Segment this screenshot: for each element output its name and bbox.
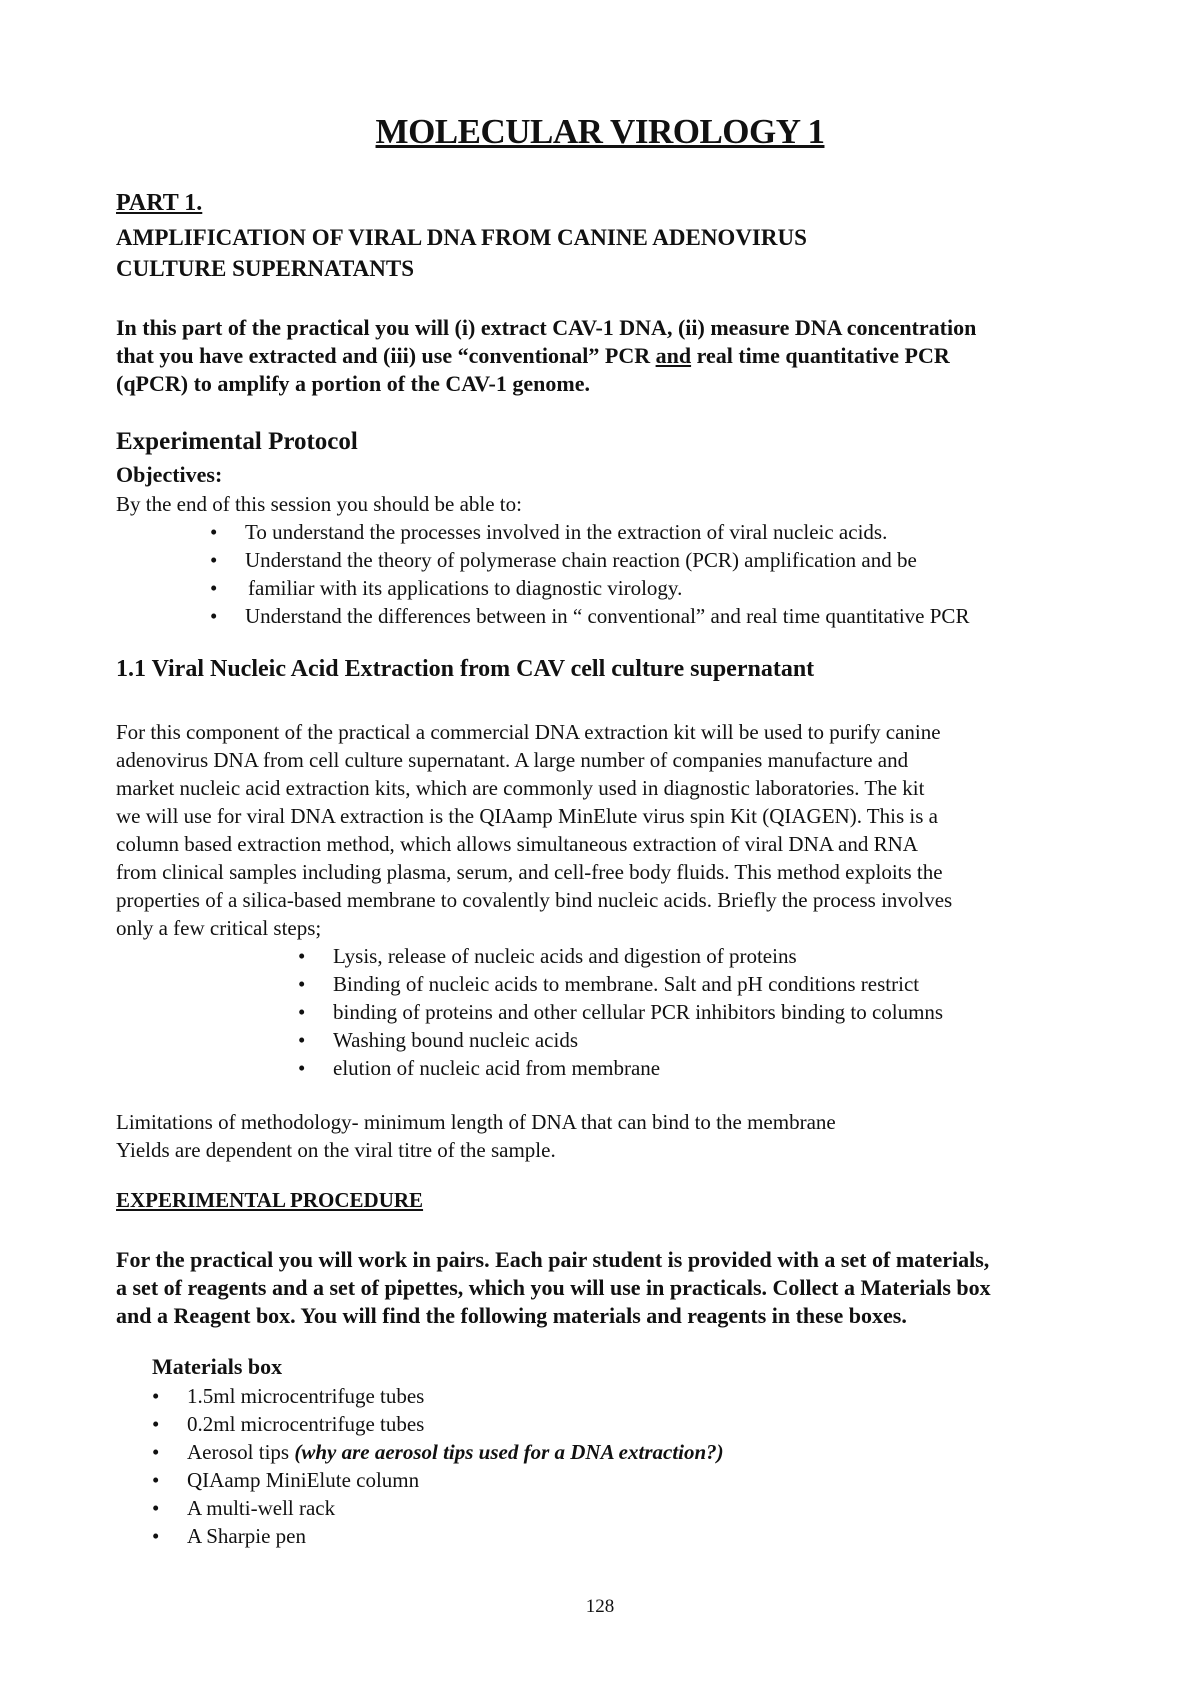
- list-item: • A Sharpie pen: [152, 1522, 724, 1550]
- document-title: MOLECULAR VIROLOGY 1: [375, 112, 825, 151]
- limitations-line: Yields are dependent on the viral titre of the sample.: [116, 1138, 556, 1162]
- pairs-paragraph: [116, 1246, 991, 1330]
- intro-line: (qPCR) to amplify a portion of the CAV-1 genome.: [116, 371, 590, 396]
- paragraph-line: properties of a silica-based membrane to covalently bind nucleic acids. Briefly the process involves: [116, 888, 953, 912]
- list-item: • A multi-well rack: [152, 1494, 724, 1522]
- paragraph-line: and a Reagent box. You will find the following materials and reagents in these boxes.: [116, 1303, 907, 1328]
- section-heading: 1.1 Viral Nucleic Acid Extraction from CAV cell culture supernatant: [116, 656, 815, 682]
- limitations-line: Limitations of methodology- minimum length of DNA that can bind to the membrane: [116, 1110, 836, 1134]
- paragraph-line: column based extraction method, which allows simultaneous extraction of viral DNA and RNA: [116, 832, 918, 856]
- paragraph-line: only a few critical steps;: [116, 916, 322, 940]
- list-item-text: familiar with its applications to diagnostic virology.: [248, 576, 683, 600]
- intro-text: that you have extracted and (iii) use “conventional” PCR: [116, 343, 656, 368]
- list-item-text: binding of proteins and other cellular PCR inhibitors binding to columns: [333, 1000, 944, 1024]
- part-label: PART 1.: [116, 190, 203, 216]
- paragraph-line: For the practical you will work in pairs. Each pair student is provided with a set of materials,: [116, 1247, 990, 1272]
- list-item: [152, 1438, 724, 1466]
- intro-line: [116, 342, 976, 370]
- list-item-continuation: [298, 998, 943, 1026]
- list-item: • Understand the theory of polymerase chain reaction (PCR) amplification and be: [210, 546, 969, 574]
- materials-box-title: Materials box: [152, 1354, 283, 1379]
- page-number: 128: [585, 1596, 615, 1617]
- intro-line: In this part of the practical you will (i) extract CAV-1 DNA, (ii) measure DNA concentration: [116, 315, 977, 340]
- list-item: • Binding of nucleic acids to membrane. Salt and pH conditions restrict: [298, 970, 943, 998]
- list-item: • 1.5ml microcentrifuge tubes: [152, 1382, 724, 1410]
- paragraph-line: For this component of the practical a commercial DNA extraction kit will be used to purify canine: [116, 720, 941, 744]
- intro-underlined-word: and: [655, 343, 692, 368]
- list-item: • Washing bound nucleic acids: [298, 1026, 943, 1054]
- materials-list: [152, 1382, 724, 1550]
- objectives-list: [210, 518, 969, 630]
- list-item: • QIAamp MiniElute column: [152, 1466, 724, 1494]
- protocol-title: Experimental Protocol: [116, 428, 358, 455]
- list-item-text: Aerosol tips: [187, 1440, 295, 1464]
- paragraph-line: we will use for viral DNA extraction is the QIAamp MinElute virus spin Kit (QIAGEN). This is a: [116, 804, 938, 828]
- list-item: • 0.2ml microcentrifuge tubes: [152, 1410, 724, 1438]
- aerosol-question: (why are aerosol tips used for a DNA extraction?): [294, 1440, 724, 1464]
- paragraph-line: market nucleic acid extraction kits, which are commonly used in diagnostic laboratories. The kit: [116, 776, 925, 800]
- objectives-title: Objectives:: [116, 462, 223, 487]
- intro-text: real time quantitative PCR: [691, 343, 950, 368]
- list-item: • elution of nucleic acid from membrane: [298, 1054, 943, 1082]
- limitations: [116, 1108, 836, 1164]
- section-paragraph: [116, 718, 952, 942]
- extraction-steps-list: [298, 942, 943, 1082]
- procedure-title: EXPERIMENTAL PROCEDURE: [116, 1188, 424, 1212]
- list-item: • To understand the processes involved in the extraction of viral nucleic acids.: [210, 518, 969, 546]
- part-heading: [116, 222, 807, 284]
- list-item-continuation: [210, 574, 969, 602]
- objectives-lead: By the end of this session you should be able to:: [116, 492, 522, 516]
- intro-paragraph: [116, 314, 976, 398]
- list-item: • Understand the differences between in “ conventional” and real time quantitative PCR: [210, 602, 969, 630]
- part-heading-line: CULTURE SUPERNATANTS: [116, 256, 415, 281]
- list-item: • Lysis, release of nucleic acids and digestion of proteins: [298, 942, 943, 970]
- paragraph-line: adenovirus DNA from cell culture supernatant. A large number of companies manufacture and: [116, 748, 909, 772]
- paragraph-line: a set of reagents and a set of pipettes, which you will use in practicals. Collect a Materials box: [116, 1275, 991, 1300]
- part-heading-line: AMPLIFICATION OF VIRAL DNA FROM CANINE ADENOVIRUS: [116, 225, 807, 250]
- paragraph-line: from clinical samples including plasma, serum, and cell-free body fluids. This method exploits the: [116, 860, 943, 884]
